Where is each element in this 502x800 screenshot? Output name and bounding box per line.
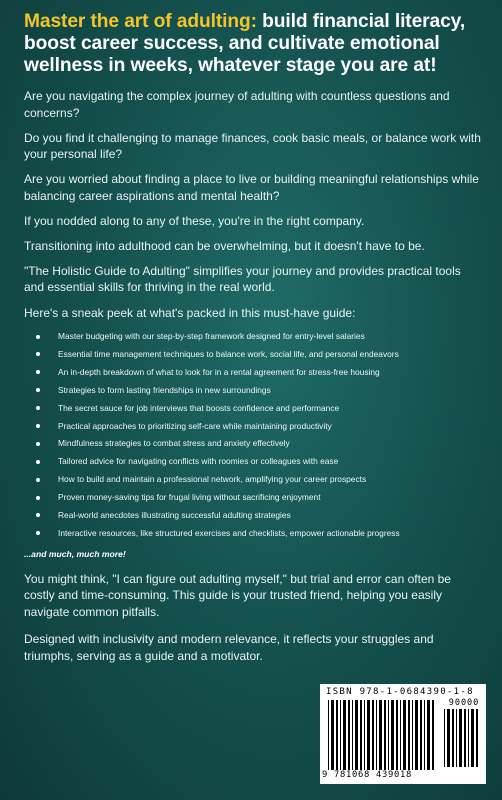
barcode-bar: [447, 709, 450, 767]
barcode-bar: [388, 700, 389, 770]
intro-paragraph: Transitioning into adulthood can be overwhelming, but it doesn't have to be.: [24, 238, 425, 253]
barcode-bar: [415, 700, 418, 770]
barcode-bar: [360, 700, 362, 770]
barcode-bar: [384, 700, 386, 770]
intro-paragraph: "The Holistic Guide to Adulting" simplifies your journey and provides practical tools and essential skills for thriving in the real world.: [24, 263, 461, 295]
barcode-bar: [424, 700, 425, 770]
intro-paragraph: If you nodded along to any of these, you're in the right company.: [24, 213, 365, 228]
closing-paragraph: You might think, "I can figure out adulting myself," but trial and error can often be costly and time-consuming. This guide is your trusted friend, helping you easily navigate common pitfalls.: [24, 571, 451, 619]
barcode-bar: [452, 709, 454, 767]
barcode-bar: [352, 700, 353, 770]
feature-item: Essential time management techniques to balance work, social life, and personal endeavors: [24, 349, 484, 360]
intro-paragraph: Are you worried about finding a place to live or building meaningful relationships while balancing career aspirations and mental health?: [24, 172, 479, 203]
isbn-barcode: [320, 684, 486, 784]
intro-paragraph: Are you navigating the complex journey of adulting with countless questions and concerns?: [24, 89, 450, 120]
barcode-bar: [364, 700, 365, 770]
barcode-bar: [396, 700, 398, 770]
feature-item: Master budgeting with our step-by-step framework designed for entry-level salaries: [24, 331, 484, 342]
barcode-bar: [444, 709, 445, 767]
barcode-bar: [403, 700, 406, 770]
blurb-body: [24, 88, 484, 675]
feature-item: Mindfulness strategies to combat stress and anxiety effectively: [24, 438, 484, 449]
barcode-bar: [427, 700, 430, 770]
barcode-bar: [331, 700, 334, 770]
feature-item: How to build and maintain a professional network, amplifying your career prospects: [24, 474, 484, 485]
barcode-bar: [420, 700, 422, 770]
isbn-label: ISBN 978-1-0684390-1-8: [326, 687, 474, 697]
feature-item: Practical approaches to prioritizing self-care while maintaining productivity: [24, 421, 484, 432]
feature-item: Tailored advice for navigating conflicts with roomies or colleagues with ease: [24, 456, 484, 467]
more-note: ...and much, much more!: [24, 548, 126, 559]
barcode-bar: [432, 700, 434, 770]
feature-item: Real-world anecdotes illustrating successful adulting strategies: [24, 510, 484, 521]
addon-barcode-bars: [442, 709, 482, 767]
intro-paragraph: Here's a sneak peek at what's packed in this must-have guide:: [24, 305, 356, 320]
barcode-bar: [376, 700, 377, 770]
barcode-bar: [379, 700, 382, 770]
headline-rest: build financial literacy, boost career success, and cultivate emotional wellness in weeks, whatever stage you are at!: [24, 11, 466, 76]
barcode-bar: [400, 700, 401, 770]
barcode-bar: [456, 709, 457, 767]
feature-item: An in-depth breakdown of what to look for in a rental agreement for stress-free housing: [24, 367, 484, 378]
barcode-bar: [408, 700, 410, 770]
barcode-bar: [391, 700, 394, 770]
barcode-bar: [468, 709, 469, 767]
barcode-bar: [340, 700, 341, 770]
ean-barcode-bars: [326, 700, 438, 770]
ean-digits: 9 781068 439018: [322, 770, 412, 780]
barcode-bar: [348, 700, 350, 770]
barcode-bar: [471, 709, 474, 767]
feature-item: Strategies to form lasting friendships in new surroundings: [24, 385, 484, 396]
headline-accent: Master the art of adulting:: [24, 11, 257, 32]
barcode-bar: [336, 700, 338, 770]
feature-item: Proven money-saving tips for frugal living without sacrificing enjoyment: [24, 492, 484, 503]
barcode-bar: [343, 700, 346, 770]
barcode-bar: [372, 700, 374, 770]
feature-list: [24, 331, 484, 539]
barcode-bar: [464, 709, 466, 767]
barcode-bar: [476, 709, 478, 767]
intro-paragraph: Do you find it challenging to manage finances, cook basic meals, or balance work with your personal life?: [24, 130, 481, 162]
price-code: 90000: [448, 698, 480, 708]
headline: [24, 11, 484, 77]
feature-item: The secret sauce for job interviews that boosts confidence and performance: [24, 403, 484, 414]
barcode-bar: [412, 700, 413, 770]
barcode-bar: [355, 700, 358, 770]
feature-item: Interactive resources, like structured exercises and checklists, empower actionable progress: [24, 528, 484, 539]
barcode-bar: [328, 700, 329, 770]
closing-section: [24, 571, 484, 665]
closing-paragraph: Designed with inclusivity and modern relevance, it reflects your struggles and triumphs, serving as a guide and a motivator.: [24, 632, 434, 663]
barcode-bar: [459, 709, 462, 767]
barcode-bar: [367, 700, 370, 770]
